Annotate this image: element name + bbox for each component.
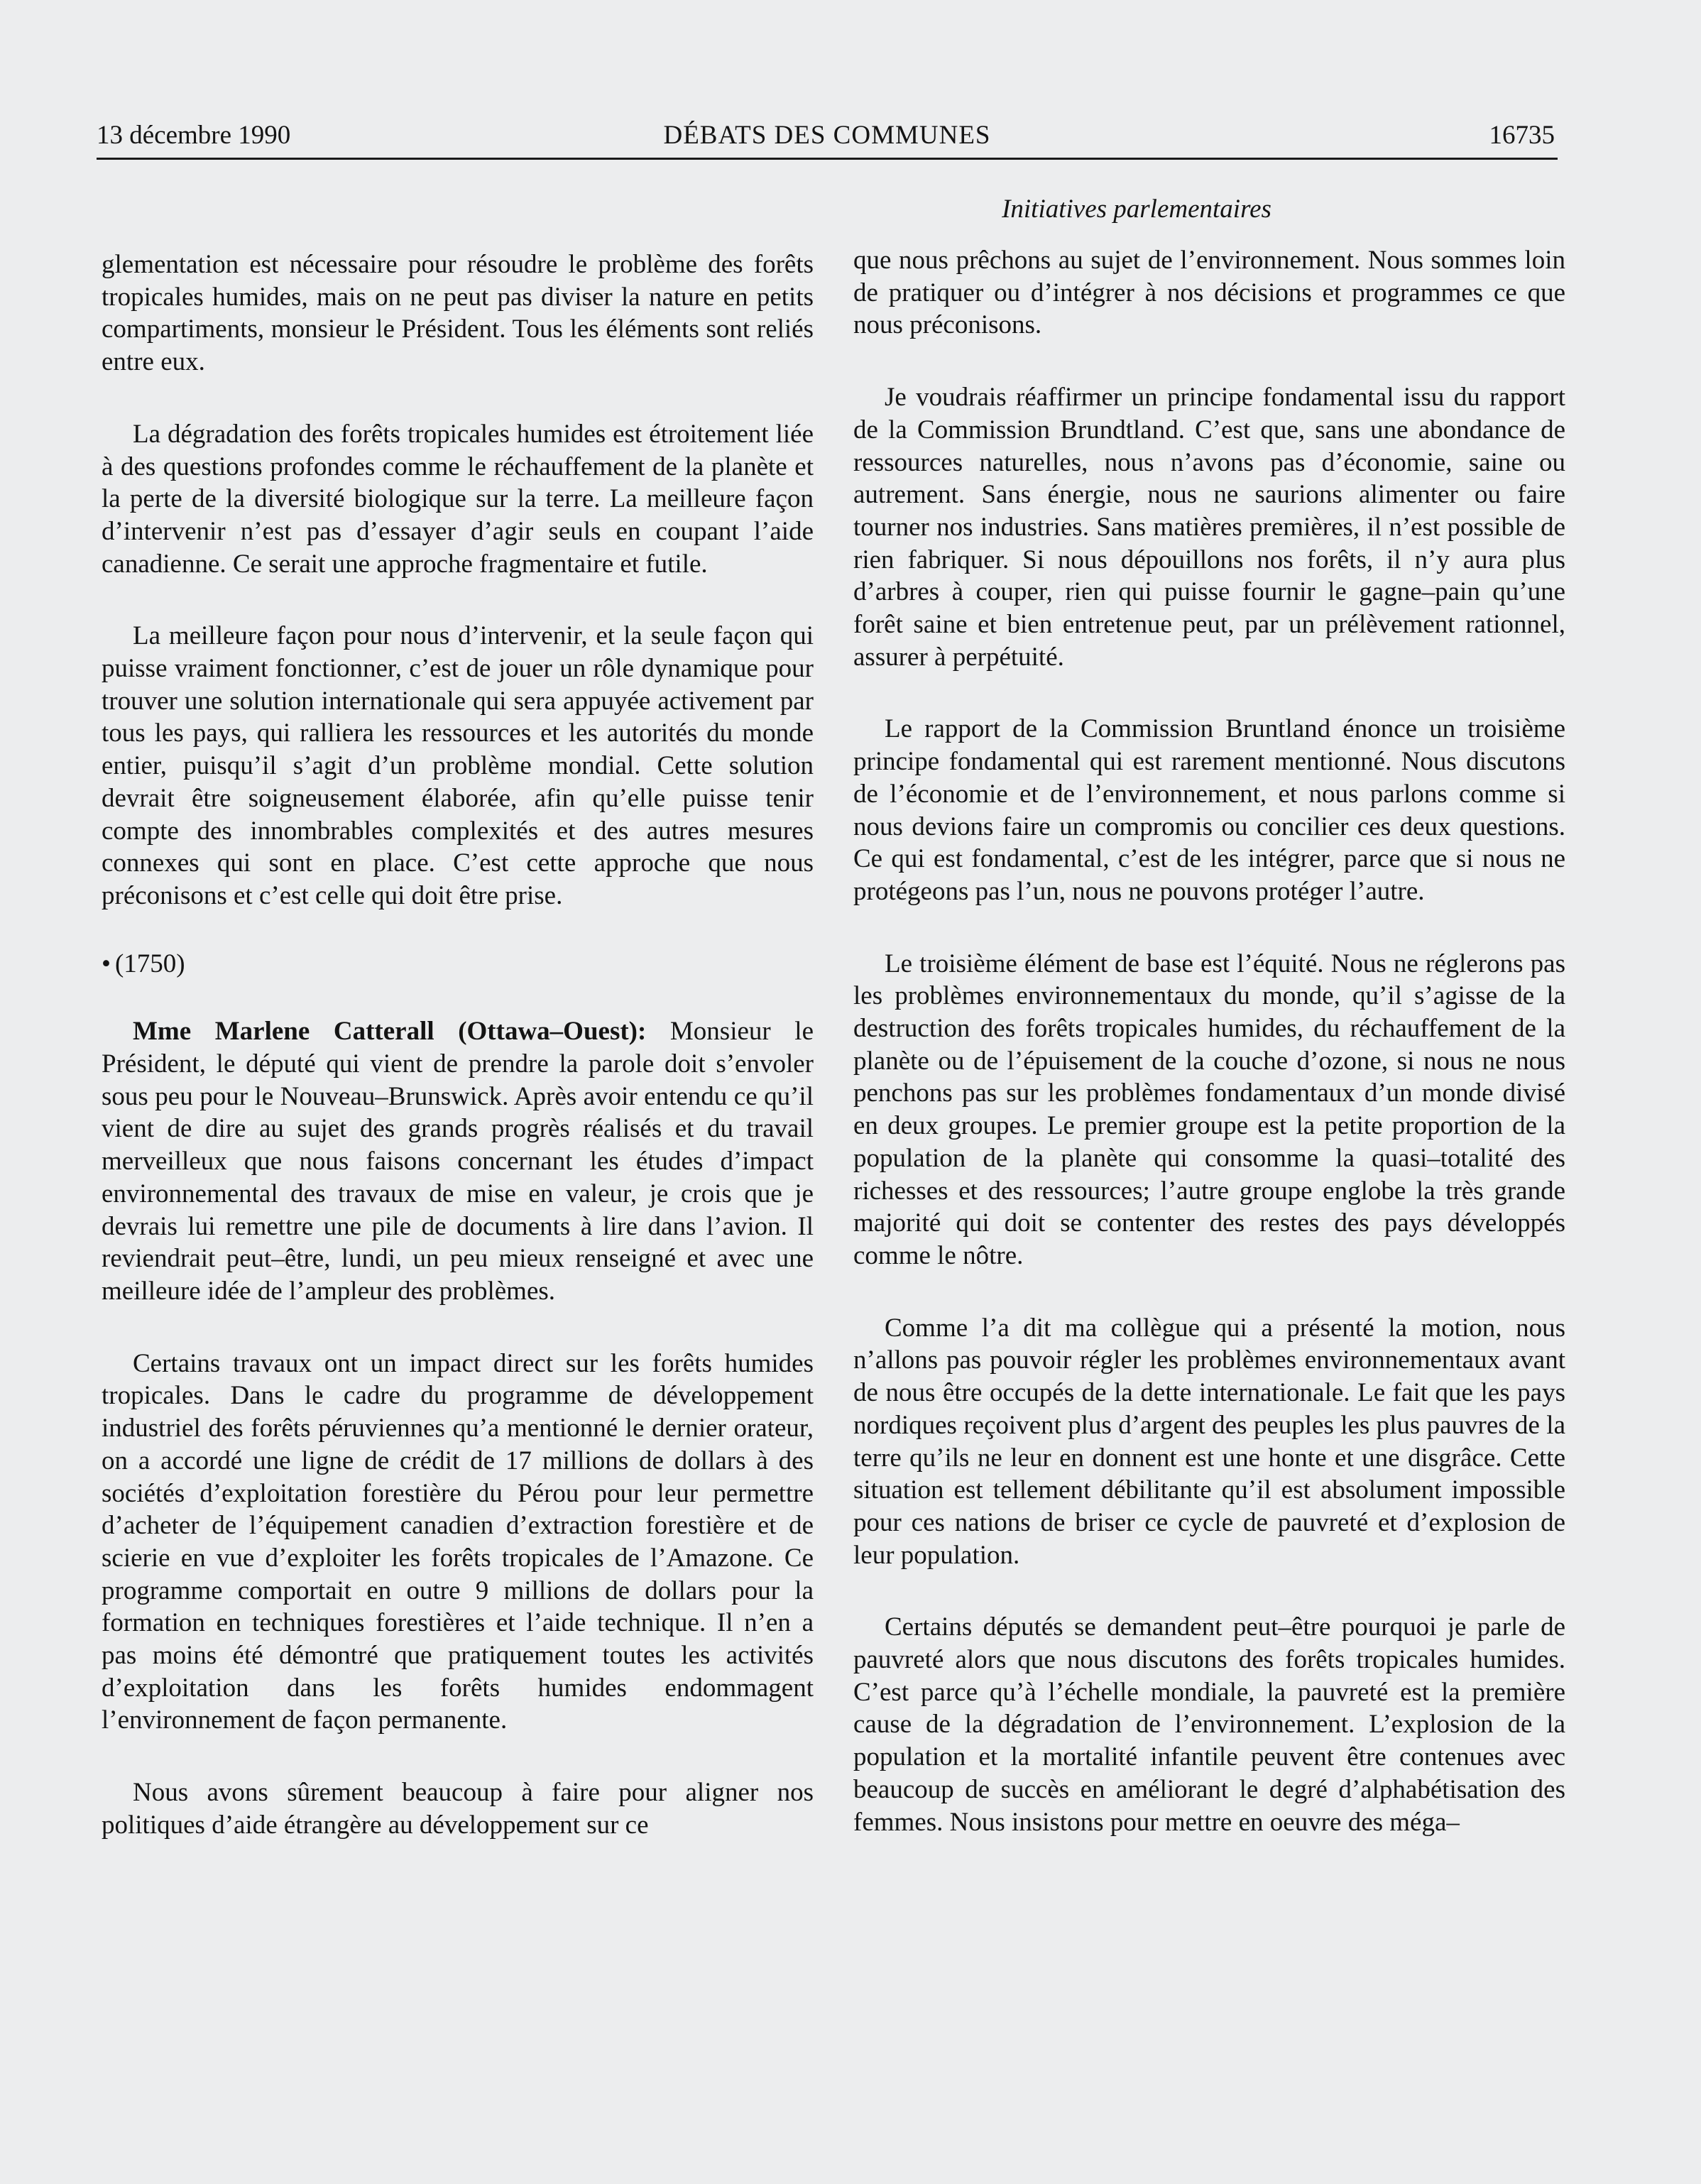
header-title: DÉBATS DES COMMUNES xyxy=(663,121,991,150)
paragraph: Comme l’a dit ma collègue qui a présenté la motion, nous n’allons pas pouvoir régler les problèmes environnementaux avant de nous être occupés de la dette internationale. Le fait que les pays nordiques reçoivent plus d’argent des peuples les plus pauvres de la terre qu’ils ne leur en donnent est une honte et une disgrâce. Cette situation est tellement débilitante qu’il est absolument impossible pour ces nations de briser ce cycle de pauvreté et d’explosion de leur population. xyxy=(853,1313,1565,1570)
paragraph: La meilleure façon pour nous d’intervenir, et la seule façon qui puisse vraiment fonctionner, c’est de jouer un rôle dynamique pour trouver une solution internationale qui sera appuyée activement par tous les pays, qui ralliera les ressources et les autorités du monde entier, puisqu’il s’agit d’un problème mondial. Cette solution devrait être soigneusement élaborée, afin qu’elle puisse tenir compte des innombrables complexités et des autres mesures connexes qui sont en place. C’est cette approche que nous préconisons et c’est celle qui doit être prise. xyxy=(102,621,814,910)
paragraph: Certains députés se demandent peut–être pourquoi je parle de pauvreté alors que nous discutons des forêts tropicales humides. C’est parce qu’à l’échelle mondiale, la pauvreté est la première cause de la dégradation de l’environnement. L’explosion de la population et la mortalité infantile peuvent être contenues avec beaucoup de succès en améliorant le degré d’alphabétisation des femmes. Nous insistons pour mettre en oeuvre des méga– xyxy=(853,1612,1565,1837)
paragraph: Nous avons sûrement beaucoup à faire pour aligner nos politiques d’aide étrangère au développement sur ce xyxy=(102,1778,814,1840)
time-stamp: (1750) xyxy=(114,949,185,978)
header-page-number: 16735 xyxy=(1489,121,1555,150)
paragraph: Je voudrais réaffirmer un principe fondamental issu du rapport de la Commission Brundtland. C’est que, sans une abondance de ressources naturelles, nous n’avons pas d’économie, saine ou autrement. Sans énergie, nous ne saurions alimenter ou faire tourner nos industries. Sans matières premières, il n’est possible de rien fabriquer. Si nous dépouillons nos forêts, il n’y aura plus d’arbres à couper, rien qui puisse fournir le gagne–pain qu’une forêt saine et bien entretenue peut, par un prélèvement rationnel, assurer à perpétuité. xyxy=(853,383,1565,672)
left-column xyxy=(102,249,814,1842)
paragraph: Certains travaux ont un impact direct sur les forêts humides tropicales. Dans le cadre du programme de développement industriel des forêts péruviennes qu’a mentionné le dernier orateur, on a accordé une ligne de crédit de 17 millions de dollars à des sociétés d’exploitation forestière du Pérou pour leur permettre d’acheter de l’équipement canadien d’extraction forestière et de scierie en vue d’exploiter les forêts tropicales de l’Amazone. Ce programme comportait en outre 9 millions de dollars pour la formation en techniques forestières et l’aide technique. Il n’en a pas moins été démontré que pratiquement toutes les activités d’exploitation dans les forêts humides endommagent l’environnement de façon permanente. xyxy=(102,1348,814,1735)
section-heading: Initiatives parlementaires xyxy=(1002,195,1271,224)
paragraph: que nous prêchons au sujet de l’environnement. Nous sommes loin de pratiquer ou d’intégrer à nos décisions et programmes ce que nous préconisons. xyxy=(853,246,1565,340)
header-date: 13 décembre 1990 xyxy=(97,121,291,150)
speaker-name: Mme Marlene Catterall (Ottawa–Ouest): xyxy=(133,1017,647,1047)
speech-paragraph xyxy=(102,1015,814,1307)
time-marker xyxy=(102,948,814,981)
paragraph: La dégradation des forêts tropicales humides est étroitement liée à des questions profondes comme le réchauffement de la planète et la perte de la diversité biologique sur la terre. La meilleure façon d’intervenir n’est pas d’essayer d’agir seuls en coupant l’aide canadienne. Ce serait une approche fragmentaire et futile. xyxy=(102,419,814,579)
paragraph: Le troisième élément de base est l’équité. Nous ne réglerons pas les problèmes environnementaux du monde, qu’il s’agisse de la destruction des forêts tropicales humides, du réchauffement de la planète ou de l’épuisement de la couche d’ozone, si nous ne nous penchons pas sur les problèmes fondamentaux d’un monde divisé en deux groupes. Le premier groupe est la petite proportion de la population de la planète qui consomme la quasi–totalité des richesses et des ressources; l’autre groupe englobe la très grande majorité qui doit se contenter des restes des pays développés comme le nôtre. xyxy=(853,949,1565,1270)
paragraph: glementation est nécessaire pour résoudre le problème des forêts tropicales humides, mais on ne peut pas diviser la nature en petits compartiments, monsieur le Président. Tous les éléments sont reliés entre eux. xyxy=(102,250,814,377)
right-column xyxy=(853,244,1565,1838)
paragraph: Le rapport de la Commission Bruntland énonce un troisième principe fondamental qui est rarement mentionné. Nous discutons de l’économie et de l’environnement, et nous parlons comme si nous devions faire un compromis ou concilier ces deux questions. Ce qui est fondamental, c’est de les intégrer, parce que si nous ne protégeons pas l’un, nous ne pouvons protéger l’autre. xyxy=(853,714,1565,906)
speech-text: Monsieur le Président, le député qui vient de prendre la parole doit s’envoler sous peu pour le Nouveau–Brunswick. Après avoir entendu ce qu’il vient de dire au sujet des grands progrès réalisés et du travail merveilleux que nous faisons concernant les études d’impact environnemental des travaux de mise en valeur, je crois que je devrais lui remettre une pile de documents à lire dans l’avion. Il reviendrait peut–être, lundi, un peu mieux renseigné et avec une meilleure idée de l’ampleur des problèmes. xyxy=(102,1017,814,1306)
page-header xyxy=(97,119,1558,160)
bullet-icon: • xyxy=(102,949,111,978)
